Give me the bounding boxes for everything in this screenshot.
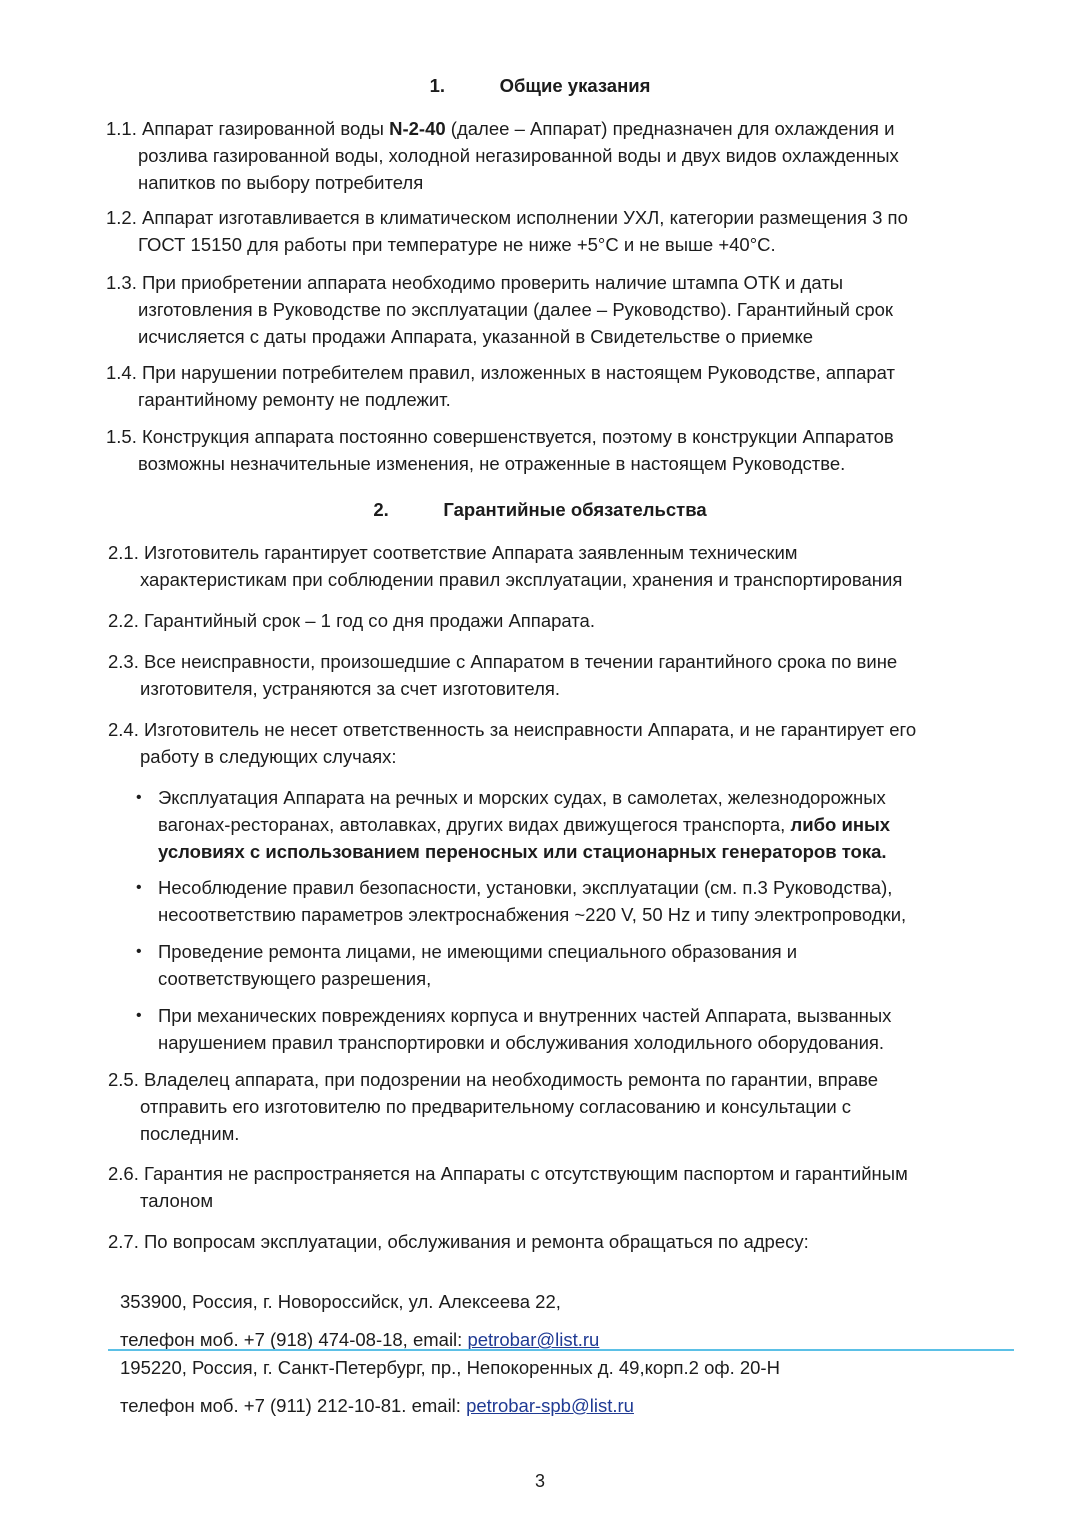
item-number: 2.6. bbox=[108, 1163, 139, 1184]
item-text: Изготовитель гарантирует соответствие Аппарата заявленным техническим bbox=[144, 542, 798, 563]
bullet-icon: • bbox=[136, 1007, 142, 1024]
bullet-item bbox=[136, 938, 988, 992]
contact-phone-line bbox=[120, 1392, 1020, 1419]
item-2-3 bbox=[108, 648, 978, 702]
bullet-line: соответствующего разрешения, bbox=[158, 968, 432, 989]
section-1-number: 1. bbox=[429, 75, 445, 96]
bullet-line: вагонах-ресторанах, автолавках, других видах движущегося транспорта, bbox=[158, 814, 791, 835]
item-1-3 bbox=[106, 269, 976, 350]
item-line: ГОСТ 15150 для работы при температуре не ниже +5°С и не выше +40°С. bbox=[138, 234, 776, 255]
item-line: изготовителя, устраняются за счет изготовителя. bbox=[140, 678, 561, 699]
item-text: По вопросам эксплуатации, обслуживания и ремонта обращаться по адресу: bbox=[144, 1231, 809, 1252]
item-2-5 bbox=[108, 1066, 978, 1147]
item-line: отправить его изготовителю по предварительному согласованию и консультации с bbox=[140, 1096, 852, 1117]
bullet-item bbox=[136, 874, 988, 928]
item-1-1 bbox=[106, 115, 976, 196]
bullet-line: Эксплуатация Аппарата на речных и морских судах, в самолетах, железнодорожных bbox=[158, 787, 886, 808]
item-text: Конструкция аппарата постоянно совершенствуется, поэтому в конструкции Аппаратов bbox=[142, 426, 894, 447]
section-1-heading bbox=[0, 72, 1080, 99]
item-number: 1.3. bbox=[106, 272, 137, 293]
bullet-icon: • bbox=[136, 943, 142, 960]
contact-phone: телефон моб. +7 (911) 212-10-81. email: bbox=[120, 1395, 467, 1416]
item-2-1 bbox=[108, 539, 978, 593]
section-2-number: 2. bbox=[373, 499, 389, 520]
item-number: 1.4. bbox=[106, 362, 137, 383]
item-line: характеристикам при соблюдении правил эксплуатации, хранения и транспортирования bbox=[140, 569, 903, 590]
bullet-line: Проведение ремонта лицами, не имеющими специального образования и bbox=[158, 941, 798, 962]
item-line: гарантийному ремонту не подлежит. bbox=[138, 389, 451, 410]
model-name: N-2-40 bbox=[389, 118, 446, 139]
item-1-4 bbox=[106, 359, 976, 413]
bullet-line: нарушением правил транспортировки и обслуживания холодильного оборудования. bbox=[158, 1032, 885, 1053]
divider-line bbox=[108, 1349, 1014, 1351]
bullet-icon: • bbox=[136, 789, 142, 806]
item-number: 2.7. bbox=[108, 1231, 139, 1252]
item-1-2 bbox=[106, 204, 976, 258]
email-link[interactable]: petrobar@list.ru bbox=[467, 1329, 600, 1350]
bullet-bold-text: либо иных bbox=[790, 814, 891, 835]
item-text: Гарантийный срок – 1 год со дня продажи Аппарата. bbox=[144, 610, 595, 631]
item-line: возможны незначительные изменения, не отраженные в настоящем Руководстве. bbox=[138, 453, 846, 474]
bullet-icon: • bbox=[136, 879, 142, 896]
item-2-2 bbox=[108, 607, 978, 634]
item-line: розлива газированной воды, холодной негазированной воды и двух видов охлажденных bbox=[138, 145, 899, 166]
section-2-heading bbox=[0, 496, 1080, 523]
item-text: При нарушении потребителем правил, изложенных в настоящем Руководстве, аппарат bbox=[142, 362, 896, 383]
item-text: При приобретении аппарата необходимо проверить наличие штампа ОТК и даты bbox=[142, 272, 844, 293]
email-link[interactable]: petrobar-spb@list.ru bbox=[466, 1395, 634, 1416]
item-text: Аппарат изготавливается в климатическом исполнении УХЛ, категории размещения 3 по bbox=[142, 207, 908, 228]
bullet-line: При механических повреждениях корпуса и внутренних частей Аппарата, вызванных bbox=[158, 1005, 892, 1026]
bullet-line: Несоблюдение правил безопасности, установки, эксплуатации (см. п.3 Руководства), bbox=[158, 877, 893, 898]
bullet-bold-text: условиях с использованием переносных или стационарных генераторов тока. bbox=[158, 841, 887, 862]
item-2-6 bbox=[108, 1160, 978, 1214]
contact-address: 195220, Россия, г. Санкт-Петербург, пр., Непокоренных д. 49,корп.2 оф. 20-Н bbox=[120, 1357, 780, 1378]
item-2-7 bbox=[108, 1228, 978, 1255]
item-number: 1.1. bbox=[106, 118, 137, 139]
item-line: изготовления в Руководстве по эксплуатации (далее – Руководство). Гарантийный срок bbox=[138, 299, 893, 320]
item-text: Гарантия не распространяется на Аппараты с отсутствующим паспортом и гарантийным bbox=[144, 1163, 908, 1184]
item-number: 1.5. bbox=[106, 426, 137, 447]
item-text: (далее – Аппарат) предназначен для охлаждения и bbox=[445, 118, 895, 139]
section-2-title: Гарантийные обязательства bbox=[443, 499, 707, 520]
page-number: 3 bbox=[534, 1471, 545, 1491]
item-2-4 bbox=[108, 716, 978, 770]
item-number: 2.3. bbox=[108, 651, 139, 672]
item-text: Аппарат газированной воды bbox=[142, 118, 390, 139]
contact-address: 353900, Россия, г. Новороссийск, ул. Алексеева 22, bbox=[120, 1291, 561, 1312]
item-number: 1.2. bbox=[106, 207, 137, 228]
item-line: исчисляется с даты продажи Аппарата, указанной в Свидетельстве о приемке bbox=[138, 326, 814, 347]
bullet-item bbox=[136, 1002, 988, 1056]
item-text: Все неисправности, произошедшие с Аппаратом в течении гарантийного срока по вине bbox=[144, 651, 898, 672]
item-number: 2.2. bbox=[108, 610, 139, 631]
item-line: последним. bbox=[140, 1123, 240, 1144]
item-1-5 bbox=[106, 423, 976, 477]
item-text: Изготовитель не несет ответственность за неисправности Аппарата, и не гарантирует его bbox=[144, 719, 917, 740]
bullet-item bbox=[136, 784, 988, 865]
bullet-line: несоответствию параметров электроснабжения ~220 V, 50 Hz и типу электропроводки, bbox=[158, 904, 907, 925]
item-line: талоном bbox=[140, 1190, 214, 1211]
item-number: 2.1. bbox=[108, 542, 139, 563]
item-number: 2.4. bbox=[108, 719, 139, 740]
section-1-title: Общие указания bbox=[499, 75, 651, 96]
contact-phone: телефон моб. +7 (918) 474-08-18, email: bbox=[120, 1329, 468, 1350]
item-line: работу в следующих случаях: bbox=[140, 746, 397, 767]
item-number: 2.5. bbox=[108, 1069, 139, 1090]
item-text: Владелец аппарата, при подозрении на необходимость ремонта по гарантии, вправе bbox=[144, 1069, 879, 1090]
item-line: напитков по выбору потребителя bbox=[138, 172, 424, 193]
